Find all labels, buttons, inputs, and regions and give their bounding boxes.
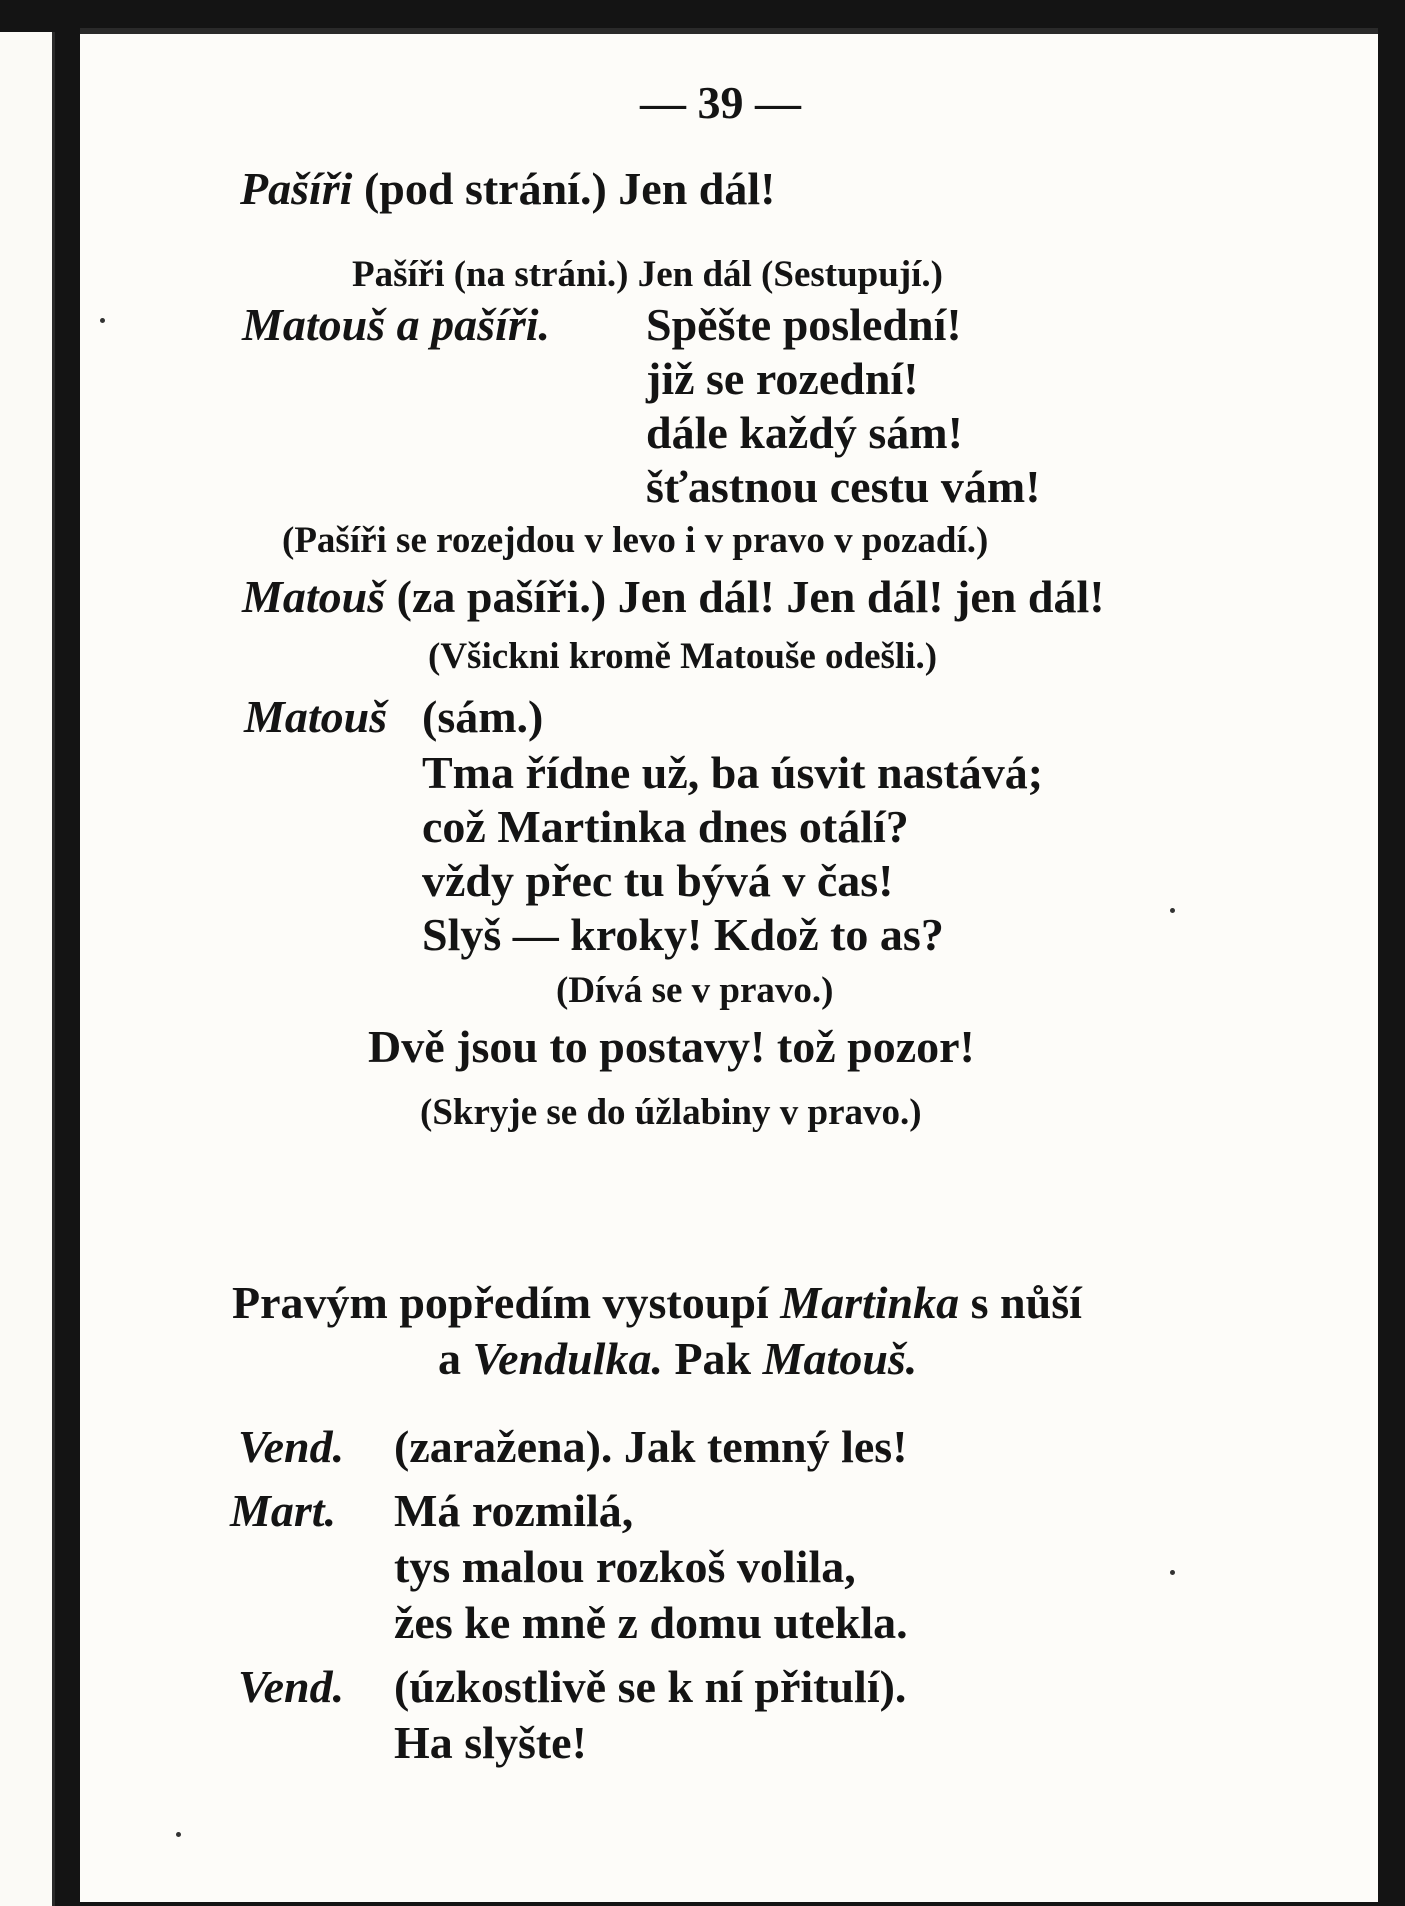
verse-line: Slyš — kroky! Kdož to as?: [422, 909, 944, 960]
verse-line: již se rozední!: [646, 353, 919, 404]
line-text: (za pašíři.) Jen dál! Jen dál! jen dál!: [396, 571, 1105, 622]
line-text: (pod strání.) Jen dál!: [363, 163, 776, 214]
ink-speck: [100, 318, 105, 323]
previous-page-edge: [0, 32, 55, 1906]
speaker-name: Mart.: [230, 1485, 337, 1536]
verse-line: (úzkostlivě se k ní přitulí).: [394, 1661, 907, 1712]
stage-direction: (Všickni kromě Matouše odešli.): [428, 636, 938, 677]
character-name: Vendulka.: [472, 1333, 663, 1384]
verse-line: Ha slyšte!: [394, 1717, 587, 1768]
stage-direction: (Skryje se do úžlabiny v pravo.): [420, 1092, 922, 1133]
stage-direction: (sám.): [422, 691, 544, 742]
speaker-name: Matouš a pašíři.: [242, 299, 551, 350]
character-name: Martinka: [780, 1277, 960, 1328]
verse-line: žes ke mně z domu utekla.: [394, 1597, 908, 1648]
verse-line: Má rozmilá,: [394, 1485, 634, 1536]
stage-direction: Pašíři (na stráni.) Jen dál (Sestupují.): [352, 254, 944, 295]
verse-line: dále každý sám!: [646, 407, 963, 458]
stage-direction: [438, 1333, 918, 1384]
character-name: Matouš.: [762, 1333, 918, 1384]
verse-line: tys malou rozkoš volila,: [394, 1541, 856, 1592]
speaker-name: Vend.: [238, 1661, 345, 1712]
speaker-name: Pašíři: [240, 163, 353, 214]
page-number: — 39 —: [640, 77, 801, 128]
stage-direction: (Dívá se v pravo.): [556, 970, 834, 1011]
direction-text: a: [438, 1333, 461, 1384]
verse-line: Tma řídne už, ba úsvit nastává;: [422, 747, 1044, 798]
dialogue-line: [240, 163, 776, 214]
direction-text: Pravým popředím vystoupí: [232, 1277, 769, 1328]
speaker-name: Matouš: [244, 691, 388, 742]
ink-speck: [1170, 908, 1175, 913]
stage-direction: [232, 1277, 1082, 1328]
speaker-name: Vend.: [238, 1421, 345, 1472]
verse-line: Spěšte poslední!: [646, 299, 962, 350]
ink-speck: [1170, 1570, 1175, 1575]
speaker-name: Matouš: [242, 571, 386, 622]
ink-speck: [176, 1832, 181, 1837]
verse-line: (zaražena). Jak temný les!: [394, 1421, 908, 1472]
verse-line: vždy přec tu bývá v čas!: [422, 855, 894, 906]
verse-line: šťastnou cestu vám!: [646, 461, 1041, 512]
verse-line: Dvě jsou to postavy! tož pozor!: [368, 1021, 975, 1072]
direction-text: s nůší: [970, 1277, 1082, 1328]
verse-line: což Martinka dnes otálí?: [422, 801, 909, 852]
direction-text: Pak: [674, 1333, 752, 1384]
dialogue-line: [242, 571, 1105, 622]
book-page: [80, 28, 1378, 1902]
stage-direction: (Pašíři se rozejdou v levo i v pravo v pozadí.): [282, 520, 989, 561]
